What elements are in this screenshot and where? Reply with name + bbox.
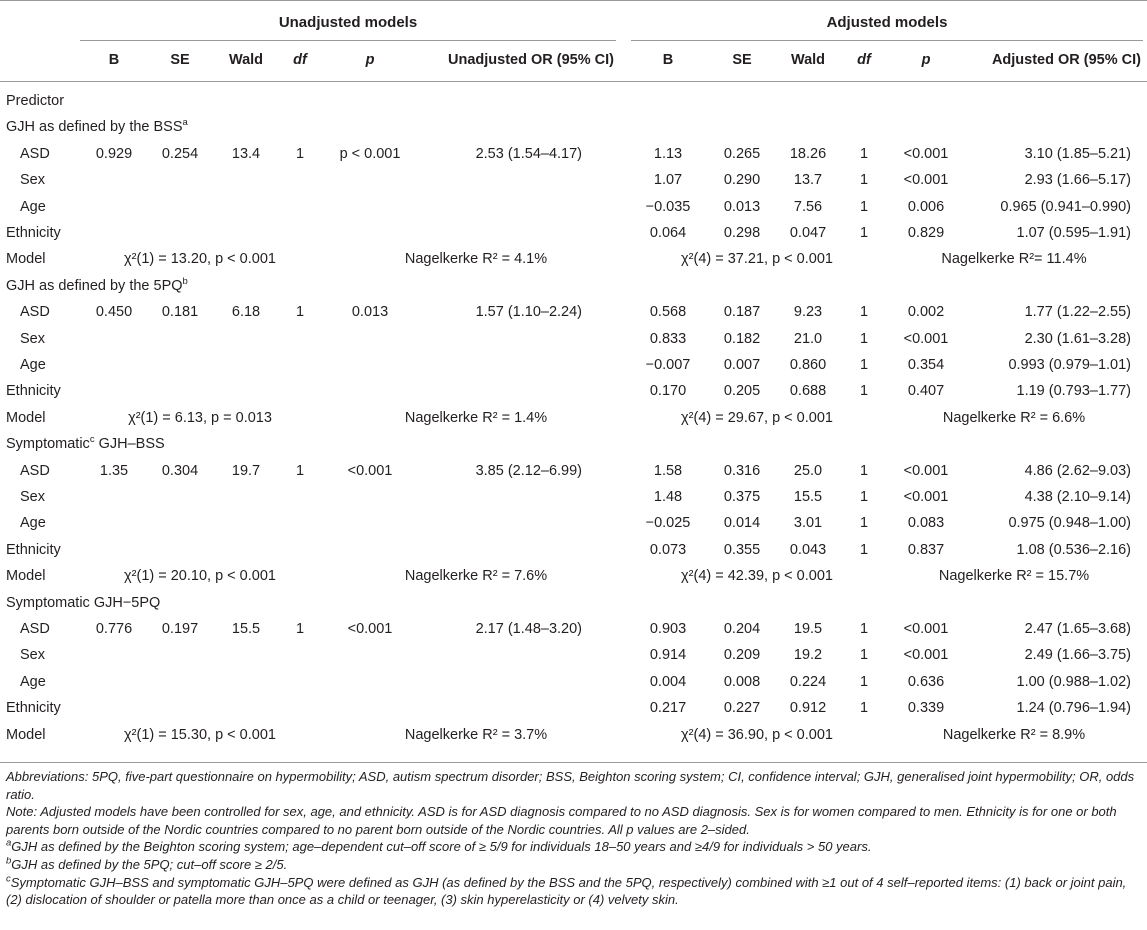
cell-model-chi-u: χ²(1) = 6.13, p = 0.013 bbox=[128, 409, 272, 426]
table-row bbox=[0, 168, 1147, 194]
cell-ase: 0.182 bbox=[723, 330, 761, 347]
table-row bbox=[0, 459, 1147, 485]
cell-adf: 1 bbox=[859, 647, 869, 664]
cell-aor: 4.38 (2.10–9.14) bbox=[1024, 489, 1131, 505]
cell-adf: 1 bbox=[859, 673, 869, 690]
cell-model-r2-a: Nagelkerke R² = 15.7% bbox=[938, 568, 1090, 585]
table-row bbox=[0, 538, 1147, 564]
table-row bbox=[0, 195, 1147, 221]
col-header-df: df bbox=[293, 52, 307, 68]
row-label: Age bbox=[20, 515, 46, 532]
table-row bbox=[0, 432, 1147, 458]
cell-ap: 0.002 bbox=[907, 304, 945, 321]
cell-ab: −0.025 bbox=[645, 515, 691, 532]
cell-ab: 0.903 bbox=[649, 621, 687, 637]
row-label: ASD bbox=[20, 304, 50, 321]
cell-aor: 1.07 (0.595–1.91) bbox=[1016, 225, 1131, 241]
cell-awald: 0.688 bbox=[789, 383, 827, 400]
col-header-se-adjusted: SE bbox=[732, 52, 752, 68]
cell-wald: 6.18 bbox=[231, 304, 261, 321]
cell-model-r2-a: Nagelkerke R² = 8.9% bbox=[942, 726, 1086, 743]
cell-se: 0.254 bbox=[161, 145, 199, 162]
cell-ase: 0.187 bbox=[723, 304, 761, 321]
row-label: ASD bbox=[20, 462, 50, 479]
cell-adf: 1 bbox=[859, 357, 869, 373]
cell-adf: 1 bbox=[859, 145, 869, 162]
cell-ab: 1.07 bbox=[653, 172, 683, 189]
cell-b: 0.776 bbox=[95, 621, 133, 637]
table-top-rule bbox=[0, 0, 1147, 1]
cell-wald: 15.5 bbox=[231, 621, 261, 637]
cell-se: 0.304 bbox=[161, 462, 199, 479]
cell-adf: 1 bbox=[859, 621, 869, 637]
footnote-note: Note: Adjusted models have been controlled for sex, age, and ethnicity. ASD is for ASD diagnosis compared to no ASD diagnosis. Sex is for women compared to men. Ethnicity is for one or both parents born outside of the Nordic countries compared to no parent born outside of the Nordic countries. All p values are 2–sided. bbox=[6, 804, 1117, 837]
col-header-adjusted-or: Adjusted OR (95% CI) bbox=[991, 52, 1141, 68]
cell-awald: 0.043 bbox=[789, 541, 827, 558]
cell-ap: <0.001 bbox=[903, 647, 949, 664]
footnote-a: $^a$GJH as defined by the Beighton scoring system; age–dependent cut–off score of ≥ 5/9 for individuals 18–50 years and ≥4/9 for individuals > 50 years. bbox=[6, 838, 872, 855]
cell-model-chi-a: χ²(4) = 36.90, p < 0.001 bbox=[681, 726, 833, 743]
cell-ase: 0.008 bbox=[723, 673, 761, 690]
cell-adf: 1 bbox=[859, 198, 869, 215]
cell-p: p < 0.001 bbox=[339, 145, 401, 162]
cell-adf: 1 bbox=[859, 383, 869, 400]
col-header-wald: Wald bbox=[228, 52, 264, 68]
cell-ase: 0.298 bbox=[723, 225, 761, 241]
cell-b: 0.929 bbox=[95, 145, 133, 162]
row-label: Sex bbox=[20, 330, 45, 347]
table-row bbox=[0, 274, 1147, 300]
cell-awald: 15.5 bbox=[793, 489, 823, 505]
cell-ap: <0.001 bbox=[903, 462, 949, 479]
cell-ase: 0.355 bbox=[723, 541, 761, 558]
cell-aor: 1.77 (1.22–2.55) bbox=[1024, 304, 1131, 321]
row-label: Model bbox=[6, 409, 46, 426]
cell-ab: 0.568 bbox=[649, 304, 687, 321]
cell-ase: 0.204 bbox=[723, 621, 761, 637]
cell-awald: 7.56 bbox=[793, 198, 823, 215]
row-label: ASD bbox=[20, 145, 50, 162]
cell-ase: 0.316 bbox=[723, 462, 761, 479]
cell-adf: 1 bbox=[859, 330, 869, 347]
cell-or: 2.53 (1.54–4.17) bbox=[475, 145, 582, 162]
cell-ab: −0.007 bbox=[645, 357, 691, 373]
cell-ap: <0.001 bbox=[903, 489, 949, 505]
table-row bbox=[0, 221, 1147, 247]
row-label: Model bbox=[6, 568, 46, 585]
col-header-p: p bbox=[365, 52, 375, 68]
cell-ab: 0.064 bbox=[649, 225, 687, 241]
cell-awald: 0.224 bbox=[789, 673, 827, 690]
cell-adf: 1 bbox=[859, 304, 869, 321]
cell-aor: 2.93 (1.66–5.17) bbox=[1024, 172, 1131, 189]
table-row bbox=[0, 617, 1147, 643]
row-label: Sex bbox=[20, 172, 45, 189]
cell-df: 1 bbox=[295, 621, 305, 637]
cell-awald: 13.7 bbox=[793, 172, 823, 189]
cell-ase: 0.290 bbox=[723, 172, 761, 189]
cell-ap: 0.339 bbox=[907, 700, 945, 717]
table-row bbox=[0, 247, 1147, 273]
cell-ap: 0.354 bbox=[907, 357, 945, 373]
table-row bbox=[0, 696, 1147, 722]
table-row bbox=[0, 300, 1147, 326]
cell-model-r2-u: Nagelkerke R² = 1.4% bbox=[404, 409, 548, 426]
cell-awald: 21.0 bbox=[793, 330, 823, 347]
table-row bbox=[0, 723, 1147, 749]
cell-ab: 0.833 bbox=[649, 330, 687, 347]
cell-ab: 0.073 bbox=[649, 541, 687, 558]
row-label: GJH as defined by the BSS$^a$ bbox=[6, 117, 188, 136]
cell-model-chi-a: χ²(4) = 37.21, p < 0.001 bbox=[681, 251, 833, 268]
cell-ab: 0.004 bbox=[649, 673, 687, 690]
cell-awald: 19.2 bbox=[793, 647, 823, 664]
cell-awald: 0.047 bbox=[789, 225, 827, 241]
cell-ab: 1.58 bbox=[653, 462, 683, 479]
cell-model-r2-u: Nagelkerke R² = 3.7% bbox=[404, 726, 548, 743]
cell-ab: 1.13 bbox=[653, 145, 683, 162]
table-row bbox=[0, 115, 1147, 141]
cell-model-chi-u: χ²(1) = 15.30, p < 0.001 bbox=[124, 726, 276, 743]
cell-ase: 0.265 bbox=[723, 145, 761, 162]
row-label: Ethnicity bbox=[6, 225, 61, 241]
cell-ap: 0.829 bbox=[907, 225, 945, 241]
cell-aor: 2.30 (1.61–3.28) bbox=[1024, 330, 1131, 347]
row-label: GJH as defined by the $5PQ^b$ bbox=[6, 275, 188, 294]
table-row bbox=[0, 643, 1147, 669]
col-header-b-adjusted: B bbox=[662, 52, 674, 68]
cell-ab: 0.217 bbox=[649, 700, 687, 717]
cell-model-r2-u: Nagelkerke R² = 7.6% bbox=[404, 568, 548, 585]
row-label: Ethnicity bbox=[6, 700, 61, 717]
table-row bbox=[0, 327, 1147, 353]
row-label: Model bbox=[6, 726, 46, 743]
col-header-unadjusted-or: Unadjusted OR (95% CI) bbox=[448, 52, 614, 68]
group-header-adjusted: Adjusted models bbox=[826, 14, 948, 31]
cell-aor: 4.86 (2.62–9.03) bbox=[1024, 462, 1131, 479]
cell-aor: 1.00 (0.988–1.02) bbox=[1016, 673, 1131, 690]
table-row bbox=[0, 379, 1147, 405]
table-row bbox=[0, 353, 1147, 379]
row-label: Ethnicity bbox=[6, 541, 61, 558]
cell-ap: <0.001 bbox=[903, 330, 949, 347]
table-row bbox=[0, 406, 1147, 432]
footnote-c: $^c$Symptomatic GJH–BSS and symptomatic GJH–5PQ were defined as GJH (as defined by the BSS and the 5PQ, respectively) combined with ≥1 out of 4 self–reported items: (1) back or joint pain, (2) dislocation of shoulder or patella more than once as a child or teenager, (3) skin hyperelasticity or (4) velvety skin. bbox=[6, 873, 1127, 908]
table-row bbox=[0, 89, 1147, 115]
cell-ap: 0.407 bbox=[907, 383, 945, 400]
cell-or: 1.57 (1.10–2.24) bbox=[475, 304, 582, 321]
row-label: Age bbox=[20, 198, 46, 215]
cell-aor: 2.49 (1.66–3.75) bbox=[1024, 647, 1131, 664]
cell-ase: 0.205 bbox=[723, 383, 761, 400]
cell-adf: 1 bbox=[859, 700, 869, 717]
row-label: Sex bbox=[20, 647, 45, 664]
cell-ab: 1.48 bbox=[653, 489, 683, 505]
cell-aor: 0.993 (0.979–1.01) bbox=[1008, 357, 1131, 373]
cell-b: 0.450 bbox=[95, 304, 133, 321]
group-rule-adjusted bbox=[631, 40, 1143, 41]
cell-model-chi-a: χ²(4) = 42.39, p < 0.001 bbox=[681, 568, 833, 585]
cell-model-r2-a: Nagelkerke R²= 11.4% bbox=[941, 251, 1087, 268]
table-footnotes bbox=[6, 768, 1142, 909]
cell-awald: 0.912 bbox=[789, 700, 827, 717]
table-row bbox=[0, 670, 1147, 696]
cell-awald: 3.01 bbox=[793, 515, 823, 532]
group-header-unadjusted: Unadjusted models bbox=[278, 14, 418, 31]
row-label: Sex bbox=[20, 489, 45, 505]
cell-model-r2-a: Nagelkerke R² = 6.6% bbox=[942, 409, 1086, 426]
row-label: Symptomatic$^c$ GJH–BSS bbox=[6, 434, 165, 453]
cell-ase: 0.209 bbox=[723, 647, 761, 664]
cell-awald: 9.23 bbox=[793, 304, 823, 321]
cell-ase: 0.375 bbox=[723, 489, 761, 505]
cell-ap: 0.636 bbox=[907, 673, 945, 690]
footnote-b: $^b$GJH as defined by the 5PQ; cut–off score ≥ 2/5. bbox=[6, 855, 288, 872]
cell-aor: 1.19 (0.793–1.77) bbox=[1016, 383, 1131, 400]
group-rule-unadjusted bbox=[80, 40, 616, 41]
cell-awald: 0.860 bbox=[789, 357, 827, 373]
cell-df: 1 bbox=[295, 145, 305, 162]
cell-awald: 25.0 bbox=[793, 462, 823, 479]
table-row bbox=[0, 485, 1147, 511]
cell-ab: 0.170 bbox=[649, 383, 687, 400]
cell-aor: 2.47 (1.65–3.68) bbox=[1024, 621, 1131, 637]
table-bottom-rule bbox=[0, 762, 1147, 763]
cell-ab: 0.914 bbox=[649, 647, 687, 664]
cell-adf: 1 bbox=[859, 462, 869, 479]
cell-ap: <0.001 bbox=[903, 621, 949, 637]
row-label: Predictor bbox=[6, 93, 65, 109]
cell-aor: 3.10 (1.85–5.21) bbox=[1024, 145, 1131, 162]
cell-p: <0.001 bbox=[347, 462, 393, 479]
cell-aor: 0.965 (0.941–0.990) bbox=[1000, 198, 1131, 215]
cell-df: 1 bbox=[295, 304, 305, 321]
cell-ase: 0.014 bbox=[723, 515, 761, 532]
cell-model-chi-a: χ²(4) = 29.67, p < 0.001 bbox=[681, 409, 833, 426]
col-header-se: SE bbox=[170, 52, 190, 68]
table-row bbox=[0, 142, 1147, 168]
table-row bbox=[0, 591, 1147, 617]
cell-ap: 0.006 bbox=[907, 198, 945, 215]
cell-wald: 19.7 bbox=[231, 462, 261, 479]
cell-p: 0.013 bbox=[351, 304, 389, 321]
cell-b: 1.35 bbox=[99, 462, 129, 479]
cell-ap: <0.001 bbox=[903, 145, 949, 162]
row-label: Symptomatic GJH−5PQ bbox=[6, 594, 161, 611]
cell-adf: 1 bbox=[859, 172, 869, 189]
cell-se: 0.197 bbox=[161, 621, 199, 637]
cell-awald: 19.5 bbox=[793, 621, 823, 637]
cell-ap: <0.001 bbox=[903, 172, 949, 189]
cell-p: <0.001 bbox=[347, 621, 393, 637]
cell-or: 2.17 (1.48–3.20) bbox=[475, 621, 582, 637]
cell-or: 3.85 (2.12–6.99) bbox=[475, 462, 582, 479]
table-row bbox=[0, 511, 1147, 537]
row-label: ASD bbox=[20, 621, 50, 637]
cell-adf: 1 bbox=[859, 225, 869, 241]
header-rule bbox=[0, 81, 1147, 82]
row-label: Ethnicity bbox=[6, 383, 61, 400]
cell-ase: 0.007 bbox=[723, 357, 761, 373]
table-row bbox=[0, 564, 1147, 590]
cell-model-chi-u: χ²(1) = 13.20, p < 0.001 bbox=[124, 251, 276, 268]
cell-wald: 13.4 bbox=[231, 145, 261, 162]
cell-aor: 0.975 (0.948–1.00) bbox=[1008, 515, 1131, 532]
cell-se: 0.181 bbox=[161, 304, 199, 321]
cell-awald: 18.26 bbox=[789, 145, 827, 162]
col-header-p-adjusted: p bbox=[921, 52, 931, 68]
row-label: Age bbox=[20, 357, 46, 373]
row-label: Model bbox=[6, 251, 46, 268]
cell-aor: 1.24 (0.796–1.94) bbox=[1016, 700, 1131, 717]
cell-adf: 1 bbox=[859, 489, 869, 505]
cell-ase: 0.013 bbox=[723, 198, 761, 215]
cell-adf: 1 bbox=[859, 515, 869, 532]
cell-model-r2-u: Nagelkerke R² = 4.1% bbox=[404, 251, 548, 268]
cell-ap: 0.837 bbox=[907, 541, 945, 558]
footnote-abbreviations: Abbreviations: 5PQ, five-part questionnaire on hypermobility; ASD, autism spectrum disorder; BSS, Beighton scoring system; CI, confidence interval; GJH, generalised joint hypermobility; OR, odds ratio. bbox=[6, 769, 1135, 802]
col-header-df-adjusted: df bbox=[857, 52, 871, 68]
row-label: Age bbox=[20, 673, 46, 690]
col-header-b: B bbox=[108, 52, 120, 68]
cell-adf: 1 bbox=[859, 541, 869, 558]
cell-model-chi-u: χ²(1) = 20.10, p < 0.001 bbox=[124, 568, 276, 585]
col-header-wald-adjusted: Wald bbox=[790, 52, 826, 68]
cell-aor: 1.08 (0.536–2.16) bbox=[1016, 541, 1131, 558]
cell-ase: 0.227 bbox=[723, 700, 761, 717]
cell-ab: −0.035 bbox=[645, 198, 691, 215]
cell-df: 1 bbox=[295, 462, 305, 479]
cell-ap: 0.083 bbox=[907, 515, 945, 532]
